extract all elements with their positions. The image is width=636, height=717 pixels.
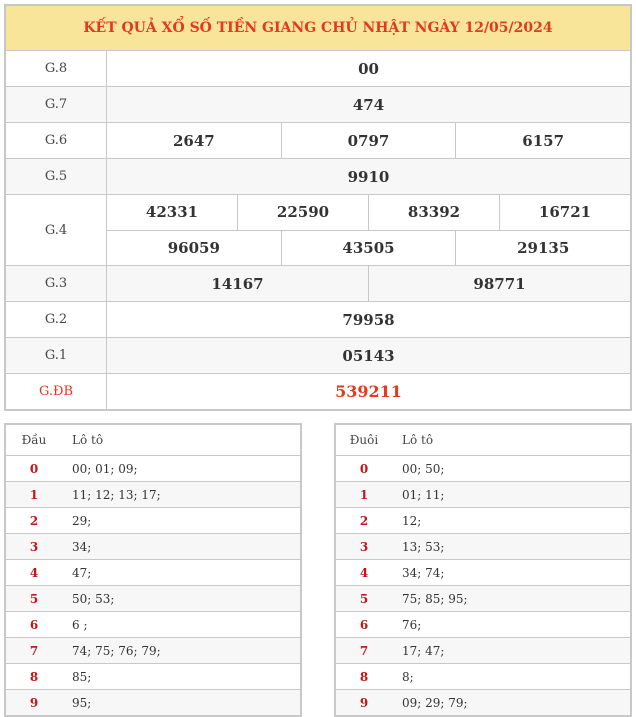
digit-cell: 2 — [29, 513, 39, 528]
prize-row-g8 — [6, 51, 630, 87]
table-row — [336, 664, 630, 690]
prize-number: 00 — [358, 59, 379, 78]
digit-cell: 3 — [29, 539, 39, 554]
table-row — [336, 638, 630, 664]
prize-row-g4 — [6, 195, 630, 266]
prize-number: 05143 — [342, 346, 395, 365]
loto-cell: 76; — [402, 617, 422, 632]
digit-cell: 7 — [29, 643, 39, 658]
prize-label: G.3 — [6, 266, 107, 301]
loto-cell: 13; 53; — [402, 539, 445, 554]
loto-cell: 12; — [402, 513, 422, 528]
table-row — [6, 482, 300, 508]
digit-cell: 6 — [359, 617, 369, 632]
loto-cell: 47; — [72, 565, 92, 580]
digit-cell: 9 — [359, 695, 369, 710]
prize-label: G.6 — [6, 123, 107, 158]
digit-cell: 5 — [29, 591, 39, 606]
results-table — [4, 4, 632, 411]
table-row — [6, 534, 300, 560]
loto-cell: 01; 11; — [402, 487, 445, 502]
digit-cell: 9 — [29, 695, 39, 710]
prize-number: 2647 — [107, 123, 282, 158]
head-column-header: Đầu — [21, 433, 47, 447]
duoi-loto-table — [334, 423, 632, 717]
prize-number: 83392 — [369, 195, 500, 230]
digit-cell: 0 — [29, 461, 39, 476]
table-header — [336, 425, 630, 456]
table-row — [6, 638, 300, 664]
prize-row-special — [6, 374, 630, 409]
prize-number: 29135 — [517, 238, 570, 257]
loto-cell: 29; — [72, 513, 92, 528]
digit-cell: 0 — [359, 461, 369, 476]
loto-column-header: Lô tô — [402, 433, 434, 447]
prize-label: G.5 — [6, 159, 107, 194]
table-row — [6, 508, 300, 534]
digit-cell: 1 — [29, 487, 39, 502]
digit-cell: 4 — [29, 565, 39, 580]
prize-number: 9910 — [347, 167, 390, 186]
table-row — [6, 456, 300, 482]
prize-number: 474 — [352, 95, 385, 114]
prize-number: 42331 — [107, 195, 238, 230]
table-row — [6, 612, 300, 638]
digit-cell: 4 — [359, 565, 369, 580]
loto-cell: 00; 50; — [402, 461, 445, 476]
prize-row-g2 — [6, 302, 630, 338]
table-row — [336, 534, 630, 560]
prize-row-g6 — [6, 123, 630, 159]
digit-cell: 5 — [359, 591, 369, 606]
prize-label: G.8 — [6, 51, 107, 86]
table-row — [336, 456, 630, 482]
prize-number: 79958 — [342, 310, 395, 329]
tail-column-header: Đuôi — [349, 433, 379, 447]
prize-number: 98771 — [473, 274, 526, 293]
table-row — [336, 586, 630, 612]
table-row — [6, 560, 300, 586]
prize-label: G.7 — [6, 87, 107, 122]
special-prize-number: 539211 — [335, 382, 402, 401]
table-header — [6, 425, 300, 456]
results-title: KẾT QUẢ XỔ SỐ TIỀN GIANG CHỦ NHẬT NGÀY 12/05/2024 — [6, 6, 630, 51]
table-row — [336, 612, 630, 638]
digit-cell: 3 — [359, 539, 369, 554]
table-row — [336, 482, 630, 508]
loto-cell: 09; 29; 79; — [402, 695, 468, 710]
prize-row-g7 — [6, 87, 630, 123]
prize-label: G.4 — [6, 195, 107, 265]
loto-cell: 95; — [72, 695, 92, 710]
prize-row-g3 — [6, 266, 630, 302]
loto-cell: 8; — [402, 669, 414, 684]
prize-number: 6157 — [522, 131, 565, 150]
digit-cell: 6 — [29, 617, 39, 632]
table-row — [336, 508, 630, 534]
loto-cell: 17; 47; — [402, 643, 445, 658]
prize-label: G.2 — [6, 302, 107, 337]
prize-number: 96059 — [107, 231, 282, 266]
prize-label: G.ĐB — [6, 374, 107, 409]
dau-loto-table — [4, 423, 302, 717]
prize-label: G.1 — [6, 338, 107, 373]
table-row — [6, 664, 300, 690]
prize-number: 43505 — [282, 231, 457, 266]
loto-cell: 34; 74; — [402, 565, 445, 580]
loto-cell: 00; 01; 09; — [72, 461, 138, 476]
digit-cell: 2 — [359, 513, 369, 528]
table-row — [336, 690, 630, 715]
table-row — [6, 690, 300, 715]
digit-cell: 8 — [359, 669, 369, 684]
digit-cell: 7 — [359, 643, 369, 658]
prize-row-g1 — [6, 338, 630, 374]
loto-cell: 74; 75; 76; 79; — [72, 643, 161, 658]
prize-row-g5 — [6, 159, 630, 195]
prize-number: 0797 — [282, 123, 457, 158]
loto-cell: 50; 53; — [72, 591, 115, 606]
table-row — [336, 560, 630, 586]
loto-cell: 85; — [72, 669, 92, 684]
loto-cell: 6 ; — [72, 617, 88, 632]
digit-cell: 1 — [359, 487, 369, 502]
prize-number: 14167 — [107, 266, 369, 301]
table-row — [6, 586, 300, 612]
loto-cell: 34; — [72, 539, 92, 554]
loto-cell: 11; 12; 13; 17; — [72, 487, 161, 502]
prize-number: 16721 — [538, 203, 592, 222]
loto-cell: 75; 85; 95; — [402, 591, 468, 606]
prize-number: 22590 — [238, 195, 369, 230]
loto-column-header: Lô tô — [72, 433, 104, 447]
digit-cell: 8 — [29, 669, 39, 684]
